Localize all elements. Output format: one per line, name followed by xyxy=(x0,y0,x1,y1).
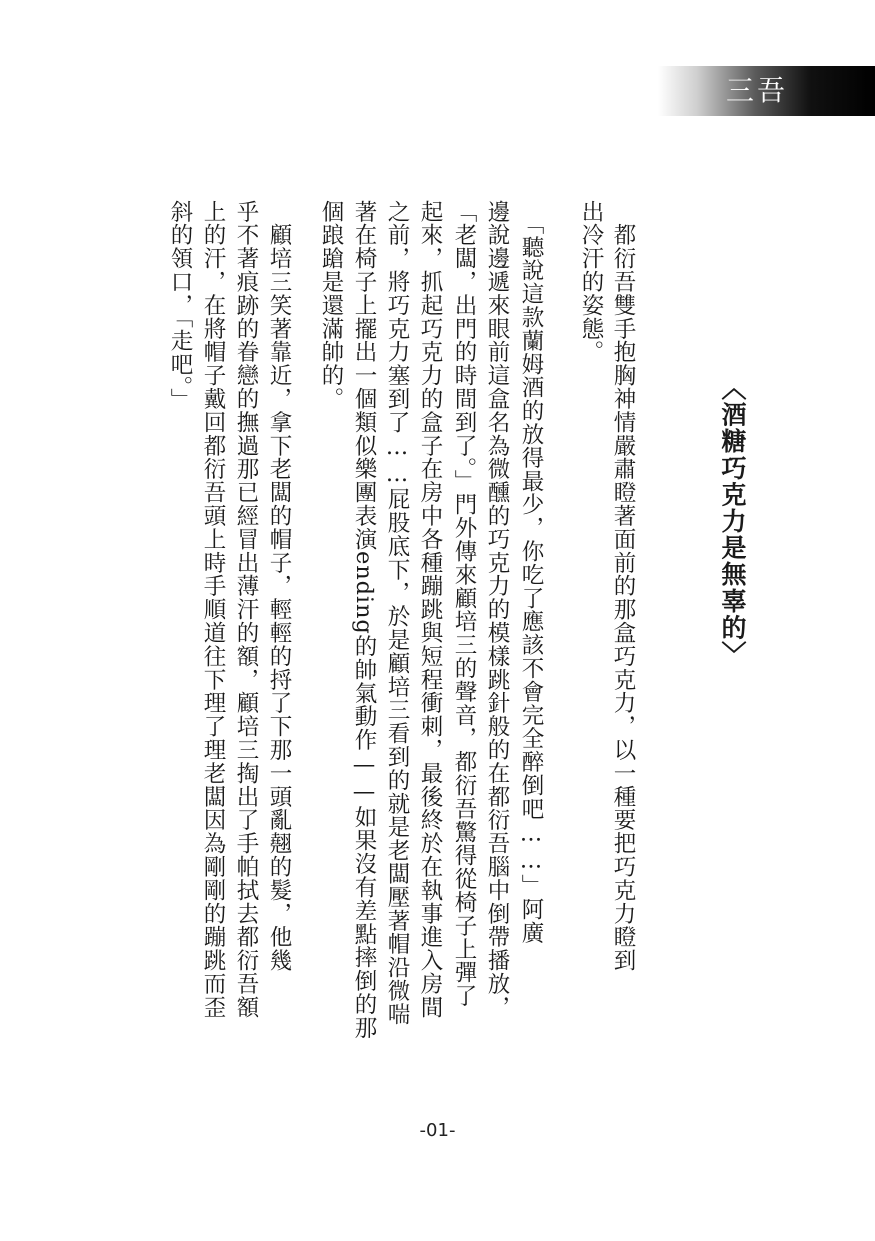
paragraph-2-line-6 xyxy=(347,200,381,1040)
paragraph-3-line-3: 上的汗，在將帽子戴回都衍吾頭上時手順道往下理了理老闆因為剛剛的蹦跳而歪 xyxy=(200,200,226,1019)
paragraph-2-line-1: 「聽說這款蘭姆酒的放得最少，你吃了應該不會完全醉倒吧……」阿廣 xyxy=(518,200,544,945)
paragraph-2-line-7: 個踉蹌是還滿帥的。 xyxy=(318,200,344,411)
page-number: -01- xyxy=(419,1120,456,1141)
paragraph-1-line-2: 出冷汗的姿態。 xyxy=(578,200,604,364)
paragraph-3-line-1: 顧培三笑著靠近，拿下老闆的帽子，輕輕的捋了下那一頭亂翹的髮，他幾 xyxy=(266,200,292,973)
chapter-title: 〈酒糖巧克力是無辜的〉 xyxy=(718,375,747,668)
paragraph-3-line-4: 斜的領口，「走吧。」 xyxy=(167,200,193,412)
line-6-part-b: 的帥氣動作——如果沒有差點摔倒的那 xyxy=(351,634,377,1040)
ending-word: ending xyxy=(351,551,377,635)
paragraph-1-line-1: 都衍吾雙手抱胸神情嚴肅瞪著面前的那盒巧克力，以一種要把巧克力瞪到 xyxy=(610,200,636,973)
paragraph-3-line-2: 乎不著痕跡的眷戀的撫過那已經冒出薄汗的額，顧培三掏出了手帕拭去都衍吾額 xyxy=(233,200,259,1019)
line-6-part-a: 著在椅子上擺出一個類似樂團表演 xyxy=(351,200,377,551)
paragraph-2-line-5: 之前，將巧克力塞到了……屁股底下，於是顧培三看到的就是老闆壓著帽沿微喘 xyxy=(384,200,410,1026)
header-tab-label: 三吾 xyxy=(726,74,789,107)
paragraph-2-line-4: 起來，抓起巧克力的盒子在房中各種蹦跳與短程衝刺，最後終於在執事進入房間 xyxy=(417,200,443,1019)
paragraph-2-line-3: 「老闆，出門的時間到了。」門外傳來顧培三的聲音，都衍吾驚得從椅子上彈了 xyxy=(451,200,477,1008)
paragraph-2-line-2: 邊說邊遞來眼前這盒名為微醺的巧克力的模樣跳針般的在都衍吾腦中倒帶播放， xyxy=(484,200,510,1019)
chapter-header-tab xyxy=(658,66,875,116)
